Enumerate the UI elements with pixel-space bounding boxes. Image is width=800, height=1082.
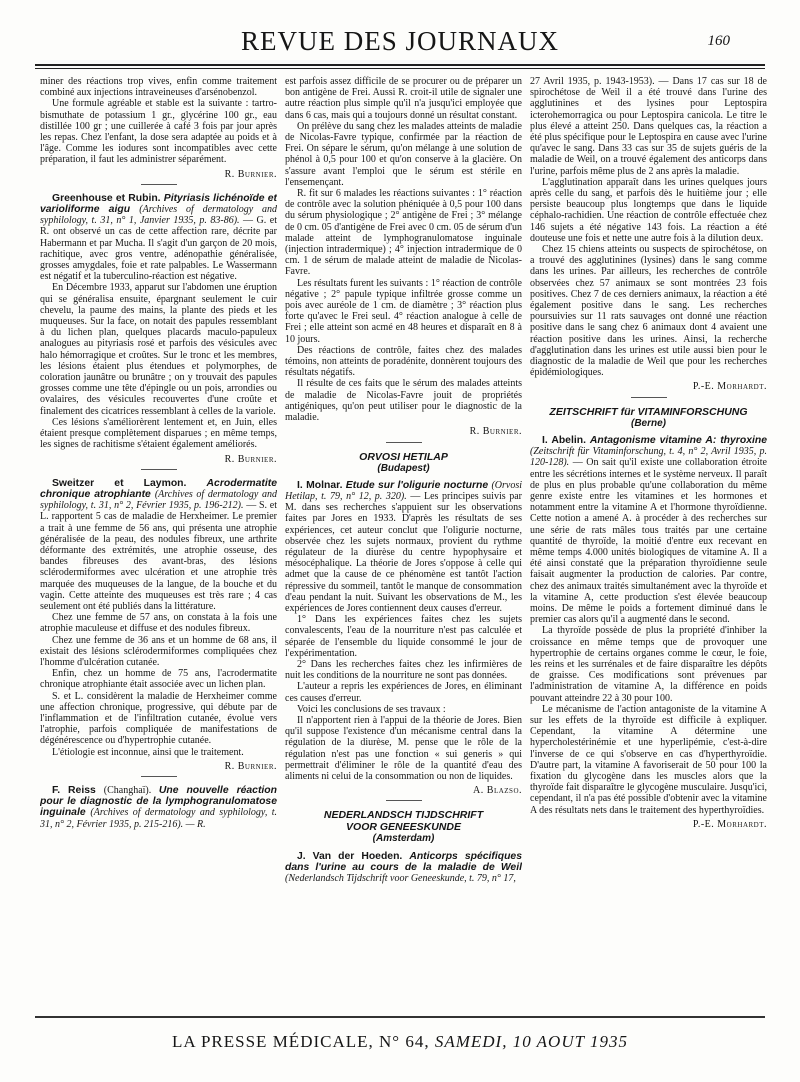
article-reference: (Archives of dermatology and syphilology, t. 31, n° 2, Février 1935, p. 196-212). <box>40 488 277 512</box>
article-title: Etude sur l'oligurie nocturne <box>345 479 492 491</box>
article-title: Une nouvelle réaction pour le diagnostic de la lymphogranulomatose inguinale <box>40 784 277 819</box>
paragraph: Le mécanisme de l'action antagoniste de la vitamine A sur les effets de la thyroïde est difficile à expliquer. Cependant, la vitamine A détermine une hypercholestérinémie et une hyperlipémie, c'est-à-dire l'inverse de ce qui s'observe en cas d'hyperthyroïdie. D'autre part, la vitamine A favoriserait de 50 pour 100 la fixation du glycogène dans les muscles alors que la thyroïde fait disparaître le glycogène musculaire. Jusqu'ici, cependant, il n'a pas été possible d'obtenir avec la vitamine A des résultats nets dans le traitement des hyperthyroïdies. <box>530 703 767 816</box>
footer-year: 1935 <box>584 1032 628 1051</box>
paragraph: R. fit sur 6 malades les réactions suivantes : 1° réaction de contrôle avec la solution phéniquée à 0,5 pour 100 dans du sérum physiologique ; 2° antigène de Frei ; 3° mélange de 0 cm. 05 d'antigène de Frei avec 0 cm. 05 de sérum d'un malade atteint de lymphogranulomatose inguinale (injection intradermique) ; 4° injection intradermique de 0 cm. 1 de sérum de malade atteint de maladie de Nicolas-Favre. <box>285 188 522 278</box>
paragraph: 27 Avril 1935, p. 1943-1953). — Dans 17 cas sur 18 de spirochétose de Weil il a été trouvé dans l'urine des agglutinines et des lysines pour Leptospira icterohemorragica ou pour Leptospira canicola. Le titre le plus élevé a atteint 250. Dans quelques cas, la réaction a été plus spécifique pour le Leptospira en cause avec l'urine qu'avec le sang. Dans 33 cas sur 35 de sujets guéris de la maladie de Weil, on a trouvé également des anticorps dans l'urine, parfois même plus de 2 ans après la maladie. <box>530 76 767 177</box>
separator <box>141 184 177 185</box>
footer-rule <box>35 1016 765 1018</box>
journal-city: (Budapest) <box>377 462 430 474</box>
article-author-city: (Changhaï). <box>103 784 159 796</box>
paragraph: Des réactions de contrôle, faites chez des malades témoins, non atteints de poradénite, donnèrent toujours des résultats négatifs. <box>285 344 522 379</box>
paragraph: — S. et L. rapportent 5 cas de maladie de Herxheimer. Le premier a trait à une femme de 56 ans, qui présenta une atrophie généralisée de la peau, des nodules fibreux, une arthrite déformante des extrémités, une atrophie osseuse, des bandes fibreuses des avant-bras, des lésions sclérodermiformes avec ulcération et une atrophie très marquée des muqueuses de la langue, de la bouche et du vagin. Cette atteinte des muqueuses est très rare ; 4 cas seulement ont été publiés dans la littérature. <box>40 500 277 612</box>
paragraph: La thyroïde possède de plus la propriété d'inhiber la croissance en même temps que de provoquer une hypertrophie de certains organes comme le cœur, le foie, les reins et les surrénales et de faire disparaître les dépôts de graisse. Ces modifications sont prévenues par l'administration de vitamine A, la différence en poids pouvant atteindre 22 à 30 pour 100. <box>530 625 767 704</box>
article-title: Antagonisme vitamine A: thyroxine <box>589 434 767 446</box>
article-heading <box>40 785 277 830</box>
signature: P.-E. Morhardt. <box>692 381 767 393</box>
signature: P.-E. Morhardt. <box>692 818 767 830</box>
article-reference: (Nederlandsch Tijdschrift voor Geneeskunde, t. 79, n° 17, <box>285 873 516 884</box>
separator <box>141 776 177 777</box>
paragraph: Ces lésions s'améliorèrent lentement et, en Juin, elles étaient presque complètement disparues ; en même temps, les signes de rachitisme s'étaient également améliorés. <box>40 416 277 451</box>
journal-city: (Berne) <box>630 417 666 429</box>
paragraph: L'agglutination apparaît dans les urines quelques jours après celle du sang, et parfois dès le huitième jour ; elle persiste beaucoup plus longtemps que dans le liquide céphalo-rachidien. Une réaction de contrôle effectuée chez 146 sujets a été négative 143 fois. La réaction a été douteuse une fois et nette une autre fois à la dilution deux. <box>530 176 767 244</box>
journal-heading: NEDERLANDSCH TIJDSCHRIFT <box>323 809 484 822</box>
column-middle <box>285 76 522 1002</box>
article-title: Pityriasis lichénoïde et varioliforme aigu <box>40 192 277 216</box>
signature: R. Burnier. <box>224 760 277 772</box>
footer-text <box>0 1032 800 1052</box>
article-heading <box>40 478 277 612</box>
page-number: 160 <box>707 33 730 49</box>
column-left <box>40 76 277 1002</box>
paragraph: Chez une femme de 36 ans et un homme de 68 ans, il existait des lésions sclérodermiformes compliquées chez l'homme d'ulcération cutanée. <box>40 634 277 668</box>
article-reference: (Zeitschrift für Vitaminforschung, t. 4, n° 2, Avril 1935, p. 120-128). <box>530 446 767 469</box>
paragraph: L'auteur a repris les expériences de Jores, en éliminant ces causes d'erreur. <box>285 681 522 704</box>
article-title: Acrodermatite chronique atrophiante <box>40 477 277 500</box>
page-footer <box>0 1012 800 1072</box>
paragraph: Il résulte de ces faits que le sérum des malades atteints de maladie de Nicolas-Favre jouit de propriétés antigéniques, qu'on peut utiliser pour le diagnostic de la maladie. <box>285 378 522 424</box>
paragraph: — Les principes suivis par M. dans ses recherches s'appuient sur les observations faites par Jores en 1933. D'après les résultats de ses expériences, cet auteur conclut que l'oligurie nocturne, observée chez les sujets normaux, provient du rythme régulateur de la diurèse du centre hypophysaire et mésocéphalique. La théorie de Jores s'oppose à celle qui admet que la cause de ce phénomène est tantôt l'action répressive du sommeil, tantôt le manque de consommation d'eau pendant la nuit. Suivant les observations de M., les expériences de Jores contiennent deux causes d'erreur. <box>285 490 522 614</box>
column-right <box>530 76 767 1002</box>
running-title: REVUE DES JOURNAUX <box>240 26 559 56</box>
footer-date: 10 AOUT <box>512 1032 585 1051</box>
article-author: Greenhouse et Rubin. <box>52 192 164 204</box>
signature: A. Blazso. <box>473 785 522 797</box>
paragraph: L'étiologie est inconnue, ainsi que le traitement. <box>52 746 244 758</box>
article-title: Anticorps spécifiques dans l'urine au cours de la maladie de Weil <box>285 850 522 873</box>
paragraph: On prélève du sang chez les malades atteints de maladie de Nicolas-Favre typique, confirmée par la réaction de Frei. On sépare le sérum, qu'on mélange à une solution de phénol à 0,5 pour 100 et qu'on conserve à la glacière. On s'assure avant l'emploi que le sérum est stérile en l'ensemençant. <box>285 120 522 188</box>
article-heading <box>40 193 277 283</box>
separator <box>386 800 422 801</box>
article-heading <box>285 851 522 885</box>
paragraph: Enfin, chez un homme de 75 ans, l'acrodermatite chronique atrophiante était associée avec un lichen plan. <box>40 668 277 691</box>
article-columns <box>40 76 768 1002</box>
article-author: J. Van der Hoeden. <box>297 850 410 862</box>
article-reference: (Archives of dermatology and syphilology, t. 31, n° 2, Février 1935, p. 215-216). — R. <box>40 807 277 830</box>
paragraph: Les résultats furent les suivants : 1° réaction de contrôle négative ; 2° papule typique infiltrée grosse comme un pois avec auréole de 1 cm. de diamètre ; 3° réaction plus forte qu'avec le Frei seul. 4° réaction analogue à celle de Frei ; elle atteint son acmé en 48 heures et disparaît en 8 à 10 jours. <box>285 277 522 345</box>
signature: R. Burnier. <box>224 168 277 180</box>
article-heading <box>285 480 522 614</box>
paragraph: Voici les conclusions de ses travaux : <box>297 703 446 715</box>
paragraph: est parfois assez difficile de se procurer ou de préparer un bon antigène de Frei. Aussi R. croit-il utile de signaler une autre réaction plus simple qu'il n'a jusqu'ici employée que dans 6 cas, mais qui a toujours donné un résultat constant. <box>285 76 522 121</box>
paragraph: 2° Dans les recherches faites chez les infirmières de nuit les conditions de la nourriture ne sont pas données. <box>285 658 522 682</box>
article-author: F. Reiss <box>52 784 104 796</box>
page-header <box>0 0 800 72</box>
paragraph: — On sait qu'il existe une collaboration étroite entre les sécrétions internes et le système nerveux. Il paraît de plus en plus probable qu'une collaboration du même genre existe entre les vitamines et les hormones et notamment entre la vitamine A et l'hormone thyroïdienne. Cette notion a amené A. à procéder à des recherches sur une série de rats mâles tous traités par une certaine quantité de thyroïde, la moitié d'entre eux recevant en même temps 4.000 unités biologiques de vitamine A. Il a été ainsi constaté que la préparation thyroïdienne seule faisait augmenter la production de calories. Par contre, chez des animaux traités simultanément avec la thyroïde et la vitamine A, cette production s'est élevée beaucoup moins. De même le poids a fortement diminué dans le premier cas alors qu'il a augmenté dans le second. <box>530 457 767 626</box>
signature: R. Burnier. <box>469 426 522 438</box>
paragraph: Une formule agréable et stable est la suivante : tartro-bismuthate de potassium 1 gr., glycérine 100 gr., eau distillée 100 gr ; une cuillerée à café 3 fois par jour après les repas. Chez l'enfant, la dose sera adaptée au poids et à l'âge. Comme les iodures sont incompatibles avec cette préparation, il faut les administrer séparément. <box>40 98 277 166</box>
article-reference: (Orvosi Hetilap, t. 79, n° 12, p. 320). <box>285 479 522 502</box>
journal-heading: ZEITSCHRIFT für VITAMINFORSCHUNG <box>549 405 748 418</box>
footer-journal-issue: LA PRESSE MÉDICALE, N° 64, <box>172 1032 435 1051</box>
separator <box>386 442 422 443</box>
separator <box>631 397 667 398</box>
journal-heading: ORVOSI HETILAP <box>359 450 448 463</box>
separator <box>141 469 177 470</box>
article-author: I. Molnar. <box>297 479 346 491</box>
journal-city: (Amsterdam) <box>372 833 435 845</box>
article-reference: (Archives of dermatology and syphilology, t. 31, n° 1, Janvier 1935, p. 83-86). <box>40 204 277 227</box>
paragraph: En Décembre 1933, apparut sur l'abdomen une éruption qui se généralisa ensuite, épargnant seulement le cuir chevelu, la paume des mains, la plante des pieds et les muqueuses. Sur la face, on notait des papules ressemblant à du lichen plan, quelques placards maculo-papuleux analogues au pityriasis rosé et parfois des vésicules avec halo hémorragique et croûtes. Sur le tronc et les membres, les lésions étaient plus étendues et polymorphes, de coloration jaunâtre ou brunâtre ; on y trouvait des papules grosses comme une tête d'épingle ou un pois, arrondies ou ovalaires, des vésicules recouvertes d'une croûte et finalement des cicatrices ressemblant à celles de la variole. <box>40 282 277 417</box>
paragraph: — G. et R. ont observé un cas de cette affection rare, décrite par Habermann et par Mucha. Il s'agit d'un garçon de 20 mois, rachitique, avec gros ventre, adénopathie généralisée, grosses amygdales, foie et rate palpables. Le Wassermann est négatif et la tuberculino-réaction est négative. <box>40 215 277 283</box>
header-rule <box>35 64 765 69</box>
footer-weekday: SAMEDI, <box>434 1032 513 1051</box>
signature: R. Burnier. <box>224 453 277 465</box>
paragraph: Chez 15 chiens atteints ou suspects de spirochétose, on a trouvé des agglutinines (lysines) dans le sang comme dans les urines. Par ailleurs, les recherches de contrôle observées chez 57 animaux se sont montrées 23 fois positives. Chez 7 de ces derniers animaux, la réaction a été également positive dans le sang. Les recherches poursuivies sur 11 rats sauvages ont donné une réaction positive dans le sang chez 6 animaux dont 4 avaient une réaction positive dans les urines. Ainsi, la recherche d'agglutination dans les urines est utile aussi bien pour le diagnostic de la maladie de Weil que pour les recherches épidémiologiques. <box>530 244 767 379</box>
article-author: Sweitzer et Laymon. <box>52 477 207 489</box>
paragraph: 1° Dans les expériences faites chez les sujets convalescents, l'eau de la nourriture n'est pas calculée et séparée de l'ensemble du liquide consommé le jour de l'expérimentation. <box>285 614 522 659</box>
journal-heading-line2: VOOR GENEESKUNDE <box>346 821 461 834</box>
paragraph: S. et L. considèrent la maladie de Herxheimer comme une affection chronique, progressive, qui débute par de l'inflammation et de l'infiltration cutanée, évolue vers l'atrophie, parfois compliquée de manifestations de dégénérescence ou d'hypertrophie cutanée. <box>40 690 277 747</box>
article-heading <box>530 435 767 625</box>
paragraph: Il n'apportent rien à l'appui de la théorie de Jores. Bien qu'il suppose l'existence d'un mécanisme central dans la régulation de la diurèse, M. pense que le rôle de la régulation n'est pas une fonction « sui generis » qui permettrait d'éliminer le rôle de la quantité d'eau des aliments ni celui de la consommation ou non de liquides. <box>285 714 522 782</box>
paragraph: Chez une femme de 57 ans, on constata à la fois une atrophie maculeuse et diffuse et des nodules fibreux. <box>40 612 277 635</box>
paragraph: miner des réactions trop vives, enfin comme traitement combiné aux injections intraveineuses d'arsénobenzol. <box>40 76 277 99</box>
article-author: I. Abelin. <box>542 434 590 446</box>
